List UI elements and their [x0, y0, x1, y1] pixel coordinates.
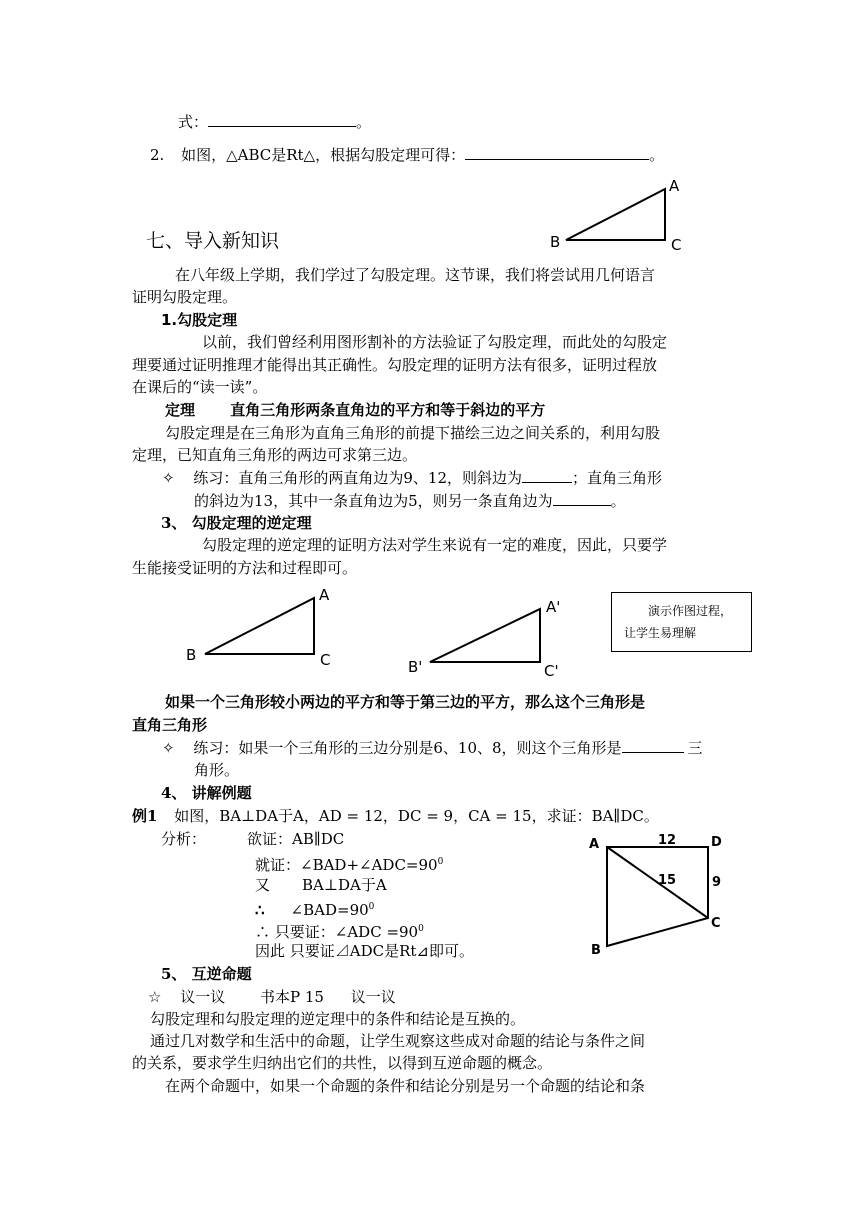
paragraph-line: 定理，已知直角三角形的两边可求第三边。 — [132, 446, 418, 464]
teacher-note-box — [611, 592, 752, 652]
exercise-line-1 — [162, 738, 703, 758]
vertex-c-label: C — [711, 916, 721, 931]
note-line: 演示作图过程， — [648, 604, 733, 618]
exercise-text: 练习：如果一个三角形的三边分别是6、10、8，则这个三角形是 — [193, 739, 622, 757]
vertex-a-label: A — [319, 586, 330, 604]
vertex-a-prime-label: A' — [546, 598, 561, 616]
exercise-line-1 — [162, 468, 662, 488]
converse-statement-line-1: 如果一个三角形较小两边的平方和等于第三边的平方，那么这个三角形是 — [165, 693, 646, 711]
formula-label: 式： — [178, 113, 209, 131]
exercise-text: 。 — [610, 492, 626, 510]
exercise-line-2: 角形。 — [194, 761, 240, 779]
exercise-text: ；直角三角形 — [572, 469, 663, 487]
answer-blank — [553, 491, 611, 506]
vertex-c-label: C — [320, 651, 331, 669]
question-end: 。 — [649, 146, 665, 164]
triangle-abc-prime — [430, 609, 540, 662]
vertex-b-label: B — [186, 646, 197, 664]
degree-sup: 0 — [437, 857, 444, 867]
bullet-icon: ✧ — [162, 739, 175, 757]
answer-blank — [465, 145, 649, 160]
subsection-title: 4、 讲解例题 — [161, 784, 252, 802]
vertex-a-label: A — [589, 837, 600, 852]
triangle-abc-figure — [540, 175, 690, 255]
paragraph-line: 勾股定理和勾股定理的逆定理中的条件和结论是互换的。 — [150, 1010, 526, 1028]
quadrilateral-abcd — [607, 847, 708, 946]
triangle-abc-prime-figure — [400, 590, 580, 682]
analysis-step — [255, 919, 424, 942]
analysis-label: 分析： — [161, 830, 207, 848]
book-reference: 书本P 15 — [260, 988, 324, 1006]
analysis-step: 因此 只要证⊿ADC是Rt⊿即可。 — [255, 942, 474, 960]
question-2 — [150, 145, 664, 165]
example-label: 例1 — [132, 807, 158, 825]
example-1 — [132, 806, 659, 826]
analysis-step — [255, 875, 387, 895]
analysis-step — [255, 852, 443, 875]
vertex-b-label: B — [550, 233, 561, 251]
subsection-title: 1.勾股定理 — [161, 311, 238, 329]
vertex-c-label: C — [671, 236, 682, 254]
question-text: 如图，△ABC是Rt△，根据勾股定理可得： — [181, 146, 466, 164]
vertex-b-label: B — [591, 943, 601, 958]
vertex-b-prime-label: B' — [408, 658, 423, 676]
vertex-c-prime-label: C' — [544, 662, 559, 680]
vertex-d-label: D — [711, 835, 722, 850]
paragraph-line: 的关系，要求学生归纳出它们的共性，以得到互逆命题的概念。 — [132, 1054, 553, 1072]
analysis-text: ∠BAD=90 — [290, 901, 369, 919]
analysis-text: 又 — [255, 876, 271, 894]
theorem-label: 定理 — [165, 401, 196, 419]
paragraph-line: 以前，我们曾经利用图形割补的方法验证了勾股定理，而此处的勾股定 — [202, 333, 668, 351]
paragraph-line: 生能接受证明的方法和过程即可。 — [132, 559, 358, 577]
discuss-text: 议一议 — [350, 988, 396, 1006]
side-ad-label: 12 — [658, 833, 677, 848]
exercise-text: 的斜边为13，其中一条直角边为5，则另一条直角边为 — [194, 492, 553, 510]
theorem-statement — [165, 400, 545, 420]
star-icon: ☆ — [148, 988, 162, 1006]
theorem-text: 直角三角形两条直角边的平方和等于斜边的平方 — [230, 401, 546, 419]
therefore-symbol: ∴ — [255, 901, 265, 919]
intro-line-1: 在八年级上学期，我们学过了勾股定理。这节课，我们将尝试用几何语言 — [175, 266, 656, 284]
section-heading: 七、导入新知识 — [146, 230, 280, 252]
converse-statement-line-2: 直角三角形 — [132, 716, 208, 734]
analysis-step: 欲证：AB∥DC — [247, 830, 345, 848]
analysis-text: 就证：∠BAD+∠ADC=90 — [255, 856, 438, 874]
paragraph-line: 勾股定理的逆定理的证明方法对学生来说有一定的难度，因此，只要学 — [202, 536, 668, 554]
intro-line-2: 证明勾股定理。 — [132, 288, 238, 306]
answer-blank — [522, 468, 572, 483]
subsection-title: 5、 互逆命题 — [161, 965, 252, 983]
exercise-line-2 — [194, 491, 626, 511]
paragraph-line: 通过几对数学和生活中的命题，让学生观察这些成对命题的结论与条件之间 — [150, 1032, 646, 1050]
bullet-icon: ✧ — [162, 469, 175, 487]
analysis-text: BA⊥DA于A — [302, 876, 387, 894]
formula-end: 。 — [356, 113, 372, 131]
degree-sup: 0 — [368, 902, 375, 912]
triangle-abc-figure — [180, 583, 340, 673]
subsection-title: 3、 勾股定理的逆定理 — [161, 514, 312, 532]
answer-blank — [622, 738, 684, 753]
degree-sup: 0 — [418, 924, 424, 934]
example-text: 如图，BA⊥DA于A，AD = 12，DC = 9，CA = 15，求证：BA∥DC。 — [174, 807, 659, 825]
discuss-text: 议一议 — [180, 988, 226, 1006]
discuss-line — [148, 987, 396, 1007]
triangle-abc — [566, 189, 665, 240]
paragraph-line: 在课后的“读一读”。 — [132, 378, 268, 396]
triangle-abc — [205, 598, 314, 654]
question-number: 2. — [150, 146, 165, 164]
paragraph-line: 理要通过证明推理才能得出其正确性。勾股定理的证明方法有很多，证明过程放 — [132, 356, 658, 374]
paragraph-line: 在两个命题中，如果一个命题的条件和结论分别是另一个命题的结论和条 — [165, 1077, 646, 1095]
analysis-step — [255, 897, 374, 920]
note-line: 让学生易理解 — [624, 626, 697, 640]
paragraph-line: 勾股定理是在三角形为直角三角形的前提下描绘三边之间关系的，利用勾股 — [165, 424, 661, 442]
formula-line — [178, 112, 371, 132]
trapezoid-abcd-figure — [585, 832, 735, 962]
side-dc-label: 9 — [712, 875, 722, 890]
exercise-text: 练习：直角三角形的两直角边为9、12，则斜边为 — [193, 469, 522, 487]
analysis-text: ∴ 只要证：∠ADC =90 — [255, 923, 419, 941]
exercise-text: 三 — [687, 739, 703, 757]
diagonal-ac-label: 15 — [658, 873, 677, 888]
vertex-a-label: A — [669, 177, 680, 195]
answer-blank — [208, 112, 356, 127]
